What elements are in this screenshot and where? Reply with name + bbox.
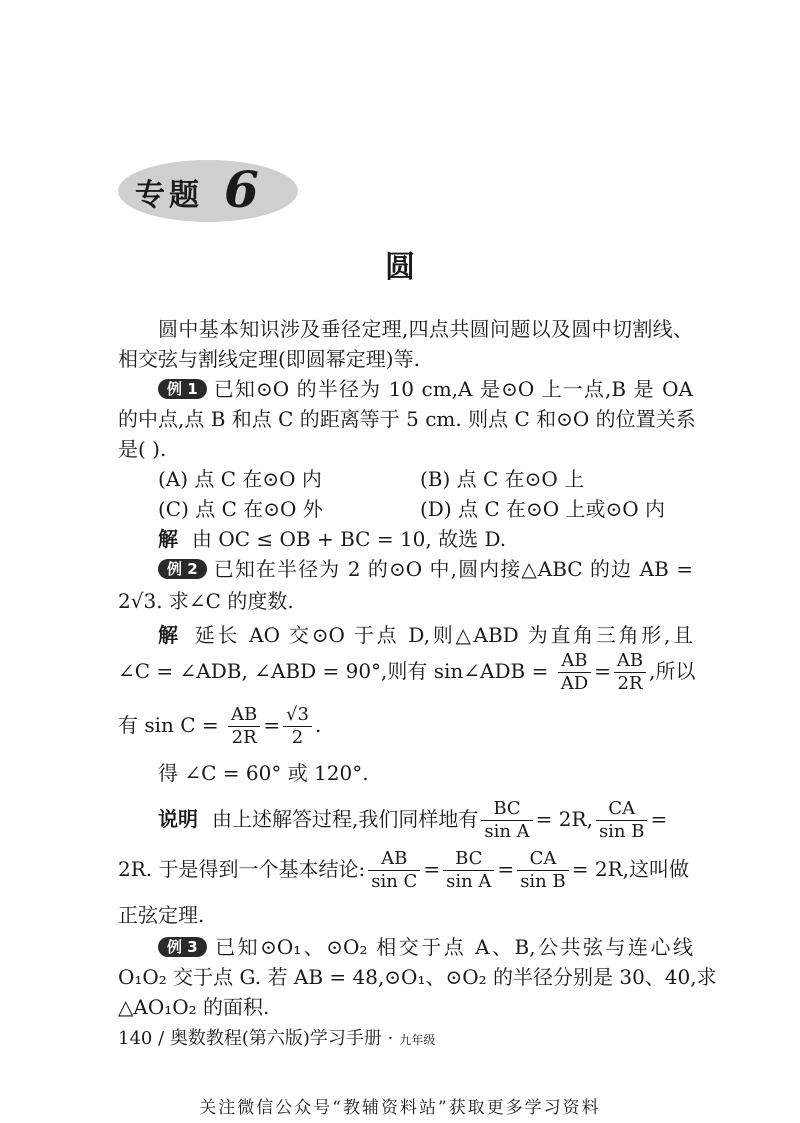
page-number: 140 / <box>118 1028 165 1049</box>
intro-line-2: 相交弦与割线定理(即圆幂定理)等. <box>118 347 420 371</box>
fraction: $\frac{AB}{2R}$ <box>228 704 260 749</box>
option-c: (C) 点 C 在⊙O 外 <box>158 497 323 521</box>
note-line-3: 正弦定理. <box>118 903 205 927</box>
option-d: (D) 点 C 在⊙O 上或⊙O 内 <box>420 497 666 521</box>
example-1-line-2: 的中点,点 B 和点 C 的距离等于 5 cm. 则点 C 和⊙O 的位置关系 <box>118 407 696 431</box>
intro-line-1: 圆中基本知识涉及垂径定理,四点共圆问题以及圆中切割线、 <box>158 317 693 341</box>
solution-label: 解 <box>158 527 178 551</box>
options-row-2 <box>118 494 693 524</box>
example-1-badge: 例 1 <box>158 379 207 399</box>
options-row-1 <box>118 464 693 494</box>
fraction: $\frac{BC}{\text{sin A}}$ <box>481 798 532 843</box>
grade-label: 九年级 <box>399 1033 436 1047</box>
watermark-text: 关注微信公众号“教辅资料站”获取更多学习资料 <box>199 1098 601 1118</box>
example-2-text: 已知在半径为 2 的⊙O 中,圆内接△ABC 的边 AB = <box>212 557 693 581</box>
chapter-number: 6 <box>224 160 259 219</box>
example-1-line-3: 是( ). <box>118 437 167 461</box>
example-2-line-2: 2√3. 求∠C 的度数. <box>118 589 294 613</box>
chapter-label: 专题 <box>135 178 203 213</box>
book-title: 奥数教程(第六版)学习手册 · <box>169 1028 394 1049</box>
example-3-line-1 <box>118 932 693 962</box>
example-2-solution-line-2: ∠C = ∠ADB, ∠ABD = 90°,则有 sin∠ADB = $\frac{AB}{AD}$ = $\frac{AB}{2R}$ ,所以 <box>118 650 696 694</box>
example-3-line-2: O₁O₂ 交于点 G. 若 AB = 48,⊙O₁、⊙O₂ 的半径分别是 30、40,求 <box>118 965 717 989</box>
fraction: $\frac{AB}{2R}$ <box>614 650 646 695</box>
solution-text: 由 OC ≤ OB + BC = 10, 故选 D. <box>192 527 507 551</box>
option-b: (B) 点 C 在⊙O 上 <box>420 467 585 491</box>
fraction: $\frac{BC}{\text{sin A}}$ <box>443 848 494 893</box>
fraction: $\frac{CA}{\text{sin B}}$ <box>596 798 648 843</box>
solution-text: 延长 AO 交⊙O 于点 D,则△ABD 为直角三角形,且 <box>194 623 694 647</box>
solution-label: 解 <box>158 623 181 647</box>
note-label: 说明 <box>158 807 198 831</box>
fraction: $\frac{√3}{2}$ <box>283 704 312 749</box>
note-line-2: 2R. 于是得到一个基本结论: $\frac{AB}{\text{sin C}}$ = $\frac{BC}{\text{sin A}}$ = $\frac{CA}{\text{sin B}}$ = 2R,这叫做 <box>118 848 689 892</box>
page-footer <box>118 1024 435 1050</box>
example-3-text: 已知⊙O₁、⊙O₂ 相交于点 A、B,公共弦与连心线 <box>212 935 693 959</box>
fraction: $\frac{AB}{AD}$ <box>558 650 591 695</box>
fraction: $\frac{CA}{\text{sin B}}$ <box>517 848 569 893</box>
note-line-1: 说明 由上述解答过程,我们同样地有 $\frac{BC}{\text{sin A}}$ = 2R, $\frac{CA}{\text{sin B}}$ = <box>158 798 668 842</box>
fraction: $\frac{AB}{\text{sin C}}$ <box>368 848 420 893</box>
section-title: 圆 <box>385 250 415 285</box>
example-2-line-1 <box>118 554 693 584</box>
example-2-badge: 例 2 <box>158 559 207 579</box>
example-1-text: 已知⊙O 的半径为 10 cm,A 是⊙O 上一点,B 是 OA <box>212 377 693 401</box>
example-1-line-1 <box>118 374 693 404</box>
example-2-solution-line-3: 有 sin C = $\frac{AB}{2R}$ = $\frac{√3}{2}$ . <box>118 704 322 748</box>
example-1-solution <box>118 524 693 554</box>
option-a: (A) 点 C 在⊙O 内 <box>158 467 322 491</box>
example-2-answer: 得 ∠C = 60° 或 120°. <box>158 761 369 785</box>
example-3-badge: 例 3 <box>158 937 207 957</box>
example-2-solution-line-1 <box>118 620 693 650</box>
example-3-line-3: △AO₁O₂ 的面积. <box>118 995 270 1019</box>
